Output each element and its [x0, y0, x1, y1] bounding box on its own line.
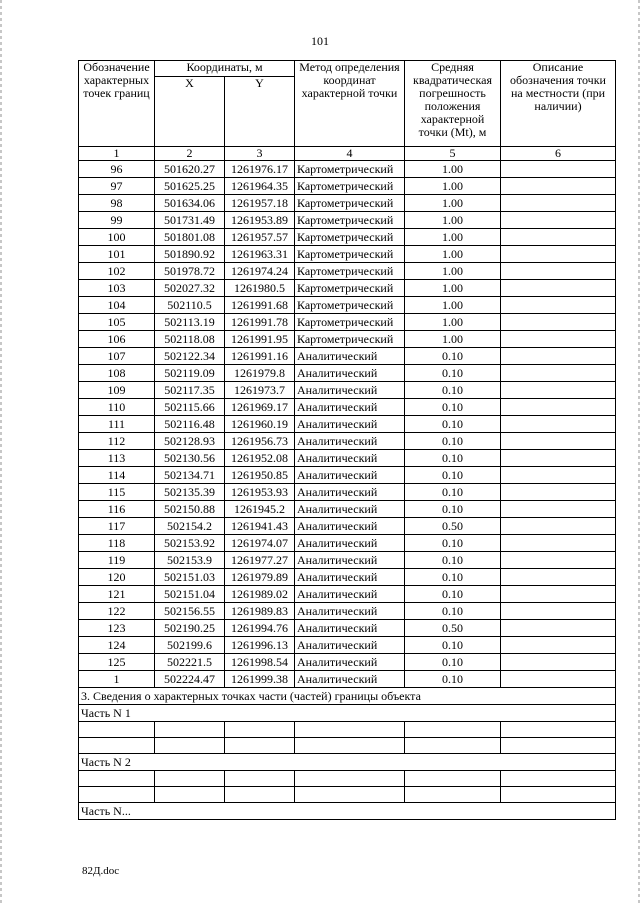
y-coordinate-cell: 1261999.38 — [225, 671, 295, 688]
section-title-row — [79, 688, 616, 705]
method-cell: Картометрический — [295, 280, 405, 297]
point-id-cell: 118 — [79, 535, 155, 552]
error-cell: 0.10 — [405, 348, 501, 365]
description-cell — [501, 637, 616, 654]
table-row — [79, 212, 616, 229]
y-coordinate-cell: 1261960.19 — [225, 416, 295, 433]
y-coordinate-cell: 1261969.17 — [225, 399, 295, 416]
x-coordinate-cell: 502116.48 — [155, 416, 225, 433]
description-cell — [501, 671, 616, 688]
point-id-cell: 109 — [79, 382, 155, 399]
empty-cell — [155, 722, 225, 738]
method-cell: Аналитический — [295, 484, 405, 501]
description-cell — [501, 518, 616, 535]
method-cell: Аналитический — [295, 671, 405, 688]
error-cell: 0.10 — [405, 671, 501, 688]
x-coordinate-cell: 501625.25 — [155, 178, 225, 195]
part-label-row — [79, 705, 616, 722]
table-row — [79, 399, 616, 416]
error-cell: 1.00 — [405, 314, 501, 331]
error-cell: 0.10 — [405, 552, 501, 569]
table-header — [79, 61, 616, 147]
description-cell — [501, 603, 616, 620]
point-id-cell: 1 — [79, 671, 155, 688]
point-id-cell: 122 — [79, 603, 155, 620]
error-cell: 1.00 — [405, 246, 501, 263]
table-row — [79, 586, 616, 603]
part-label: Часть N... — [79, 803, 616, 820]
column-number: 5 — [405, 147, 501, 161]
point-id-cell: 97 — [79, 178, 155, 195]
error-cell: 0.10 — [405, 603, 501, 620]
header-y: Y — [225, 77, 295, 147]
empty-cell — [405, 787, 501, 803]
empty-cell — [225, 722, 295, 738]
table-row — [79, 297, 616, 314]
table-row — [79, 229, 616, 246]
y-coordinate-cell: 1261941.43 — [225, 518, 295, 535]
empty-cell — [295, 771, 405, 787]
description-cell — [501, 229, 616, 246]
page-number: 101 — [311, 34, 329, 48]
point-id-cell: 103 — [79, 280, 155, 297]
x-coordinate-cell: 502151.03 — [155, 569, 225, 586]
table-row — [79, 467, 616, 484]
method-cell: Аналитический — [295, 552, 405, 569]
error-cell: 0.10 — [405, 586, 501, 603]
method-cell: Картометрический — [295, 314, 405, 331]
empty-cell — [295, 787, 405, 803]
column-number-row — [79, 147, 616, 161]
y-coordinate-cell: 1261973.7 — [225, 382, 295, 399]
description-cell — [501, 450, 616, 467]
y-coordinate-cell: 1261953.93 — [225, 484, 295, 501]
header-x: X — [155, 77, 225, 147]
table-row — [79, 671, 616, 688]
method-cell: Аналитический — [295, 416, 405, 433]
column-number: 1 — [79, 147, 155, 161]
x-coordinate-cell: 502118.08 — [155, 331, 225, 348]
description-cell — [501, 501, 616, 518]
header-error: Средняя квадратическая погрешность положения характерной точки (Mt), м — [405, 61, 501, 147]
description-cell — [501, 535, 616, 552]
description-cell — [501, 399, 616, 416]
point-id-cell: 105 — [79, 314, 155, 331]
empty-cell — [155, 771, 225, 787]
method-cell: Аналитический — [295, 450, 405, 467]
y-coordinate-cell: 1261964.35 — [225, 178, 295, 195]
y-coordinate-cell: 1261996.13 — [225, 637, 295, 654]
description-cell — [501, 212, 616, 229]
empty-cell — [405, 771, 501, 787]
method-cell: Картометрический — [295, 212, 405, 229]
description-cell — [501, 246, 616, 263]
error-cell: 1.00 — [405, 195, 501, 212]
coordinates-table — [78, 60, 616, 820]
error-cell: 1.00 — [405, 331, 501, 348]
table-row — [79, 603, 616, 620]
empty-cell — [225, 771, 295, 787]
description-cell — [501, 620, 616, 637]
x-coordinate-cell: 501890.92 — [155, 246, 225, 263]
error-cell: 1.00 — [405, 280, 501, 297]
description-cell — [501, 331, 616, 348]
table-row — [79, 637, 616, 654]
empty-cell — [405, 738, 501, 754]
empty-cell — [79, 787, 155, 803]
empty-cell — [79, 722, 155, 738]
x-coordinate-cell: 501731.49 — [155, 212, 225, 229]
error-cell: 0.10 — [405, 535, 501, 552]
x-coordinate-cell: 502153.92 — [155, 535, 225, 552]
method-cell: Аналитический — [295, 620, 405, 637]
description-cell — [501, 654, 616, 671]
description-cell — [501, 314, 616, 331]
method-cell: Аналитический — [295, 501, 405, 518]
method-cell: Картометрический — [295, 229, 405, 246]
y-coordinate-cell: 1261950.85 — [225, 467, 295, 484]
description-cell — [501, 552, 616, 569]
part-label-row — [79, 754, 616, 771]
point-id-cell: 119 — [79, 552, 155, 569]
x-coordinate-cell: 502151.04 — [155, 586, 225, 603]
point-id-cell: 114 — [79, 467, 155, 484]
x-coordinate-cell: 502122.34 — [155, 348, 225, 365]
y-coordinate-cell: 1261991.68 — [225, 297, 295, 314]
error-cell: 0.10 — [405, 365, 501, 382]
description-cell — [501, 467, 616, 484]
header-description: Описание обозначения точки на местности (при наличии) — [501, 61, 616, 147]
point-id-cell: 117 — [79, 518, 155, 535]
method-cell: Аналитический — [295, 654, 405, 671]
point-id-cell: 116 — [79, 501, 155, 518]
table-row — [79, 314, 616, 331]
empty-cell — [155, 738, 225, 754]
y-coordinate-cell: 1261991.16 — [225, 348, 295, 365]
point-id-cell: 112 — [79, 433, 155, 450]
method-cell: Аналитический — [295, 399, 405, 416]
table-row — [79, 416, 616, 433]
part-label: Часть N 1 — [79, 705, 616, 722]
error-cell: 1.00 — [405, 297, 501, 314]
point-id-cell: 124 — [79, 637, 155, 654]
error-cell: 1.00 — [405, 263, 501, 280]
x-coordinate-cell: 502027.32 — [155, 280, 225, 297]
table-body — [79, 147, 616, 820]
x-coordinate-cell: 502135.39 — [155, 484, 225, 501]
x-coordinate-cell: 502134.71 — [155, 467, 225, 484]
empty-cell — [79, 738, 155, 754]
empty-cell — [295, 722, 405, 738]
y-coordinate-cell: 1261976.17 — [225, 161, 295, 178]
scan-edge-left — [0, 0, 2, 905]
method-cell: Картометрический — [295, 161, 405, 178]
description-cell — [501, 382, 616, 399]
part-label-row — [79, 803, 616, 820]
description-cell — [501, 263, 616, 280]
method-cell: Картометрический — [295, 297, 405, 314]
x-coordinate-cell: 501620.27 — [155, 161, 225, 178]
column-number: 4 — [295, 147, 405, 161]
document-filename: 82Д.doc — [82, 865, 120, 877]
description-cell — [501, 161, 616, 178]
error-cell: 0.10 — [405, 416, 501, 433]
error-cell: 0.10 — [405, 399, 501, 416]
table-row — [79, 178, 616, 195]
point-id-cell: 100 — [79, 229, 155, 246]
y-coordinate-cell: 1261991.78 — [225, 314, 295, 331]
error-cell: 0.10 — [405, 467, 501, 484]
error-cell: 0.10 — [405, 569, 501, 586]
description-cell — [501, 348, 616, 365]
empty-cell — [79, 771, 155, 787]
y-coordinate-cell: 1261945.2 — [225, 501, 295, 518]
table-row — [79, 518, 616, 535]
point-id-cell: 104 — [79, 297, 155, 314]
method-cell: Картометрический — [295, 246, 405, 263]
point-id-cell: 120 — [79, 569, 155, 586]
error-cell: 0.10 — [405, 654, 501, 671]
error-cell: 1.00 — [405, 161, 501, 178]
table-row — [79, 552, 616, 569]
point-id-cell: 106 — [79, 331, 155, 348]
description-cell — [501, 484, 616, 501]
error-cell: 1.00 — [405, 229, 501, 246]
empty-row — [79, 771, 616, 787]
y-coordinate-cell: 1261957.57 — [225, 229, 295, 246]
description-cell — [501, 433, 616, 450]
y-coordinate-cell: 1261963.31 — [225, 246, 295, 263]
empty-cell — [501, 771, 616, 787]
point-id-cell: 115 — [79, 484, 155, 501]
table-row — [79, 654, 616, 671]
error-cell: 0.10 — [405, 484, 501, 501]
y-coordinate-cell: 1261998.54 — [225, 654, 295, 671]
point-id-cell: 99 — [79, 212, 155, 229]
table-row — [79, 195, 616, 212]
point-id-cell: 123 — [79, 620, 155, 637]
x-coordinate-cell: 502113.19 — [155, 314, 225, 331]
method-cell: Картометрический — [295, 263, 405, 280]
method-cell: Аналитический — [295, 365, 405, 382]
y-coordinate-cell: 1261952.08 — [225, 450, 295, 467]
y-coordinate-cell: 1261974.24 — [225, 263, 295, 280]
empty-cell — [501, 787, 616, 803]
method-cell: Аналитический — [295, 637, 405, 654]
method-cell: Аналитический — [295, 535, 405, 552]
method-cell: Аналитический — [295, 433, 405, 450]
y-coordinate-cell: 1261977.27 — [225, 552, 295, 569]
description-cell — [501, 416, 616, 433]
point-id-cell: 108 — [79, 365, 155, 382]
description-cell — [501, 297, 616, 314]
method-cell: Картометрический — [295, 331, 405, 348]
x-coordinate-cell: 502224.47 — [155, 671, 225, 688]
header-designation: Обозначение характерных точек границ — [79, 61, 155, 147]
y-coordinate-cell: 1261991.95 — [225, 331, 295, 348]
point-id-cell: 98 — [79, 195, 155, 212]
error-cell: 0.50 — [405, 620, 501, 637]
x-coordinate-cell: 502128.93 — [155, 433, 225, 450]
column-number: 2 — [155, 147, 225, 161]
point-id-cell: 96 — [79, 161, 155, 178]
method-cell: Аналитический — [295, 569, 405, 586]
table-row — [79, 484, 616, 501]
x-coordinate-cell: 502110.5 — [155, 297, 225, 314]
method-cell: Картометрический — [295, 195, 405, 212]
y-coordinate-cell: 1261994.76 — [225, 620, 295, 637]
y-coordinate-cell: 1261956.73 — [225, 433, 295, 450]
table-row — [79, 620, 616, 637]
x-coordinate-cell: 502150.88 — [155, 501, 225, 518]
table-row — [79, 382, 616, 399]
x-coordinate-cell: 502115.66 — [155, 399, 225, 416]
error-cell: 1.00 — [405, 212, 501, 229]
y-coordinate-cell: 1261974.07 — [225, 535, 295, 552]
y-coordinate-cell: 1261989.02 — [225, 586, 295, 603]
method-cell: Картометрический — [295, 178, 405, 195]
error-cell: 1.00 — [405, 178, 501, 195]
section-title: 3. Сведения о характерных точках части (частей) границы объекта — [79, 688, 616, 705]
point-id-cell: 107 — [79, 348, 155, 365]
error-cell: 0.10 — [405, 450, 501, 467]
point-id-cell: 101 — [79, 246, 155, 263]
x-coordinate-cell: 502221.5 — [155, 654, 225, 671]
header-coordinates: Координаты, м — [155, 61, 295, 77]
error-cell: 0.10 — [405, 433, 501, 450]
table-row — [79, 501, 616, 518]
table-row — [79, 535, 616, 552]
point-id-cell: 110 — [79, 399, 155, 416]
table-row — [79, 450, 616, 467]
table-row — [79, 246, 616, 263]
description-cell — [501, 178, 616, 195]
empty-cell — [295, 738, 405, 754]
error-cell: 0.10 — [405, 637, 501, 654]
empty-row — [79, 787, 616, 803]
empty-row — [79, 738, 616, 754]
table-row — [79, 331, 616, 348]
description-cell — [501, 195, 616, 212]
table-row — [79, 433, 616, 450]
x-coordinate-cell: 501801.08 — [155, 229, 225, 246]
table-row — [79, 161, 616, 178]
x-coordinate-cell: 502154.2 — [155, 518, 225, 535]
x-coordinate-cell: 502117.35 — [155, 382, 225, 399]
y-coordinate-cell: 1261979.8 — [225, 365, 295, 382]
x-coordinate-cell: 501978.72 — [155, 263, 225, 280]
table-row — [79, 569, 616, 586]
method-cell: Аналитический — [295, 467, 405, 484]
header-method: Метод определения координат характерной точки — [295, 61, 405, 147]
x-coordinate-cell: 502156.55 — [155, 603, 225, 620]
empty-row — [79, 722, 616, 738]
empty-cell — [225, 787, 295, 803]
method-cell: Аналитический — [295, 518, 405, 535]
column-number: 6 — [501, 147, 616, 161]
description-cell — [501, 586, 616, 603]
empty-cell — [155, 787, 225, 803]
table-row — [79, 280, 616, 297]
x-coordinate-cell: 502153.9 — [155, 552, 225, 569]
y-coordinate-cell: 1261953.89 — [225, 212, 295, 229]
method-cell: Аналитический — [295, 348, 405, 365]
method-cell: Аналитический — [295, 603, 405, 620]
description-cell — [501, 569, 616, 586]
empty-cell — [405, 722, 501, 738]
point-id-cell: 102 — [79, 263, 155, 280]
table-row — [79, 348, 616, 365]
description-cell — [501, 365, 616, 382]
point-id-cell: 113 — [79, 450, 155, 467]
error-cell: 0.50 — [405, 518, 501, 535]
table-row — [79, 263, 616, 280]
method-cell: Аналитический — [295, 382, 405, 399]
x-coordinate-cell: 502130.56 — [155, 450, 225, 467]
description-cell — [501, 280, 616, 297]
point-id-cell: 125 — [79, 654, 155, 671]
x-coordinate-cell: 502199.6 — [155, 637, 225, 654]
table-row — [79, 365, 616, 382]
error-cell: 0.10 — [405, 382, 501, 399]
empty-cell — [501, 738, 616, 754]
y-coordinate-cell: 1261989.83 — [225, 603, 295, 620]
empty-cell — [225, 738, 295, 754]
part-label: Часть N 2 — [79, 754, 616, 771]
x-coordinate-cell: 501634.06 — [155, 195, 225, 212]
column-number: 3 — [225, 147, 295, 161]
y-coordinate-cell: 1261979.89 — [225, 569, 295, 586]
y-coordinate-cell: 1261980.5 — [225, 280, 295, 297]
x-coordinate-cell: 502190.25 — [155, 620, 225, 637]
error-cell: 0.10 — [405, 501, 501, 518]
y-coordinate-cell: 1261957.18 — [225, 195, 295, 212]
point-id-cell: 121 — [79, 586, 155, 603]
empty-cell — [501, 722, 616, 738]
method-cell: Аналитический — [295, 586, 405, 603]
point-id-cell: 111 — [79, 416, 155, 433]
x-coordinate-cell: 502119.09 — [155, 365, 225, 382]
